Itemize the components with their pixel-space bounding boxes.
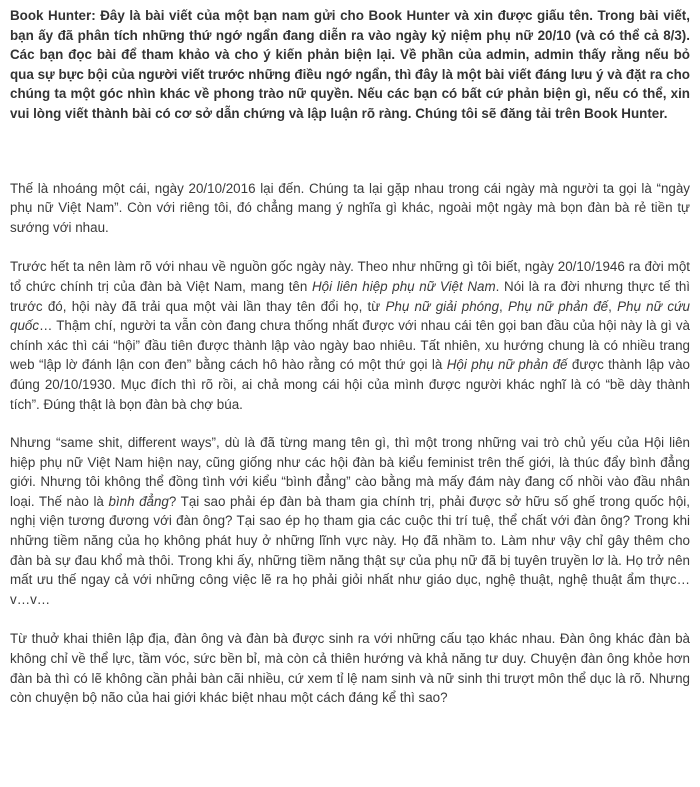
emphasis-binh-dang: bình đẳng: [108, 493, 169, 509]
paragraph-3-text-2: ? Tại sao phải ép đàn bà tham gia chính trị, phải được sở hữu số ghế trong quốc hội, nghị viện tương đương với đàn ông? Tại sao ép họ tham gia các cuộc thi trí tuệ, thể chất với đàn ông? Trong khi những tiềm năng của họ không phát huy ở những lĩnh vực này. Họ đã nhầm to. Làm như vậy chỉ gây thêm cho đàn bà sự đau khổ mà thôi. Trong khi ấy, những tiềm năng thật sự của phụ nữ đã bị tuyên truyền lơ là. Họ trở nên mất ưu thế ngay cả với những công việc lẽ ra họ phải giỏi nhất như giáo dục, nghệ thuật, nghệ thuật ẩm thực…v…v…: [10, 493, 690, 607]
org-name-hoi-lien-hiep: Hội liên hiệp phụ nữ Việt Nam: [312, 278, 496, 294]
paragraph-2-separator-1: ,: [499, 298, 508, 314]
org-name-cuu-quoc: Phụ nữ cứu quốc: [10, 298, 690, 334]
org-name-hoi-phan-de: Hội phụ nữ phản đế: [446, 357, 568, 373]
article-paragraph-4: Từ thuở khai thiên lập địa, đàn ông và đàn bà được sinh ra với những cấu tạo khác nhau. Đàn ông khác đàn bà không chỉ về thể lực, tầm vóc, sức bền bỉ, mà còn cả thiên hướng và khả năng tư duy. Chuyện đàn ông khỏe hơn đàn bà thì có lẽ không cần phải bàn cãi nhiều, cứ xem tỉ lệ nam sinh và nữ sinh thi trượt môn thể dục là rõ. Nhưng còn chuyện bộ não của hai giới khác biệt nhau một cách đáng kể thì sao?: [10, 631, 690, 706]
paragraph-3-text-1: Nhưng “same shit, different ways”, dù là đã từng mang tên gì, thì một trong những vai trò chủ yếu của Hội liên hiệp phụ nữ Việt Nam hiện nay, cũng giống như các hội đàn bà kiểu feminist trên thế giới, là thúc đẩy bình đẳng giới. Nhưng tôi không thể đồng tình với kiểu “bình đẳng” cào bằng mà mấy đám này đang cố nhồi vào đầu nhân loại. Thế nào là: [10, 435, 690, 509]
paragraph-2-text-4: được thành lập vào đúng 20/10/1930. Mục đích thì rõ rồi, ai chả mong cái hội của mình được người khác nghĩ là có “bề dày thành tích”. Đúng thật là bọn đàn bà chợ búa.: [10, 357, 690, 412]
article-paragraph-1: Thế là nhoáng một cái, ngày 20/10/2016 lại đến. Chúng ta lại gặp nhau trong cái ngày mà người ta gọi là “ngày phụ nữ Việt Nam”. Còn với riêng tôi, đó chẳng mang ý nghĩa gì khác, ngoài một ngày mà bọn đàn bà rẻ tiền tự sướng với nhau.: [10, 180, 690, 235]
article-paragraph-3: [10, 433, 690, 609]
paragraph-2-separator-2: ,: [608, 298, 618, 314]
article-paragraph-2: [10, 257, 690, 414]
paragraph-2-text-2: . Nói là ra đời nhưng thực tế thì trước đó, hội này đã trải qua một vài lần thay tên đổi họ, từ: [10, 278, 690, 314]
org-name-phan-de: Phụ nữ phản đế: [507, 298, 609, 314]
org-name-giai-phong: Phụ nữ giải phóng: [385, 298, 500, 314]
paragraph-2-text-1: Trước hết ta nên làm rõ với nhau về nguồn gốc ngày này. Theo như những gì tôi biết, ngày 20/10/1946 ra đời một tổ chức chính trị của đàn bà Việt Nam, mang tên: [10, 259, 690, 294]
paragraph-2-text-3: … Thậm chí, người ta vẫn còn đang chưa thống nhất được với nhau cái tên gọi ban đầu của hội này là gì và chính xác thì cái “hội” đầu tiên được thành lập vào ngày bao nhiêu. Tất nhiên, xu hướng chung là có nhiều trang web “lập lờ đánh lận con đen” bằng cách hô hào rằng có một thứ gọi là: [10, 318, 690, 373]
editor-note: Book Hunter: Đây là bài viết của một bạn nam gửi cho Book Hunter và xin được giấu tên. Trong bài viết, bạn ấy đã phân tích những thứ ngớ ngẩn đang diễn ra vào ngày kỷ niệm phụ nữ 20/10 (và có thể cả 8/3). Các bạn đọc bài để tham khảo và cho ý kiến phản biện lại. Về phần của admin, admin thấy rằng nếu bỏ qua sự bực bội của người viết trước những điều ngớ ngẩn, thì đây là một bài viết đáng lưu ý và đặt ra cho chúng ta một góc nhìn khác về phong trào nữ quyền. Nếu các bạn có bất cứ phản biện gì, nếu có thể, xin vui lòng viết thành bài có cơ sở dẫn chứng và lập luận rõ ràng. Chúng tôi sẽ đăng tải trên Book Hunter.: [10, 8, 690, 121]
